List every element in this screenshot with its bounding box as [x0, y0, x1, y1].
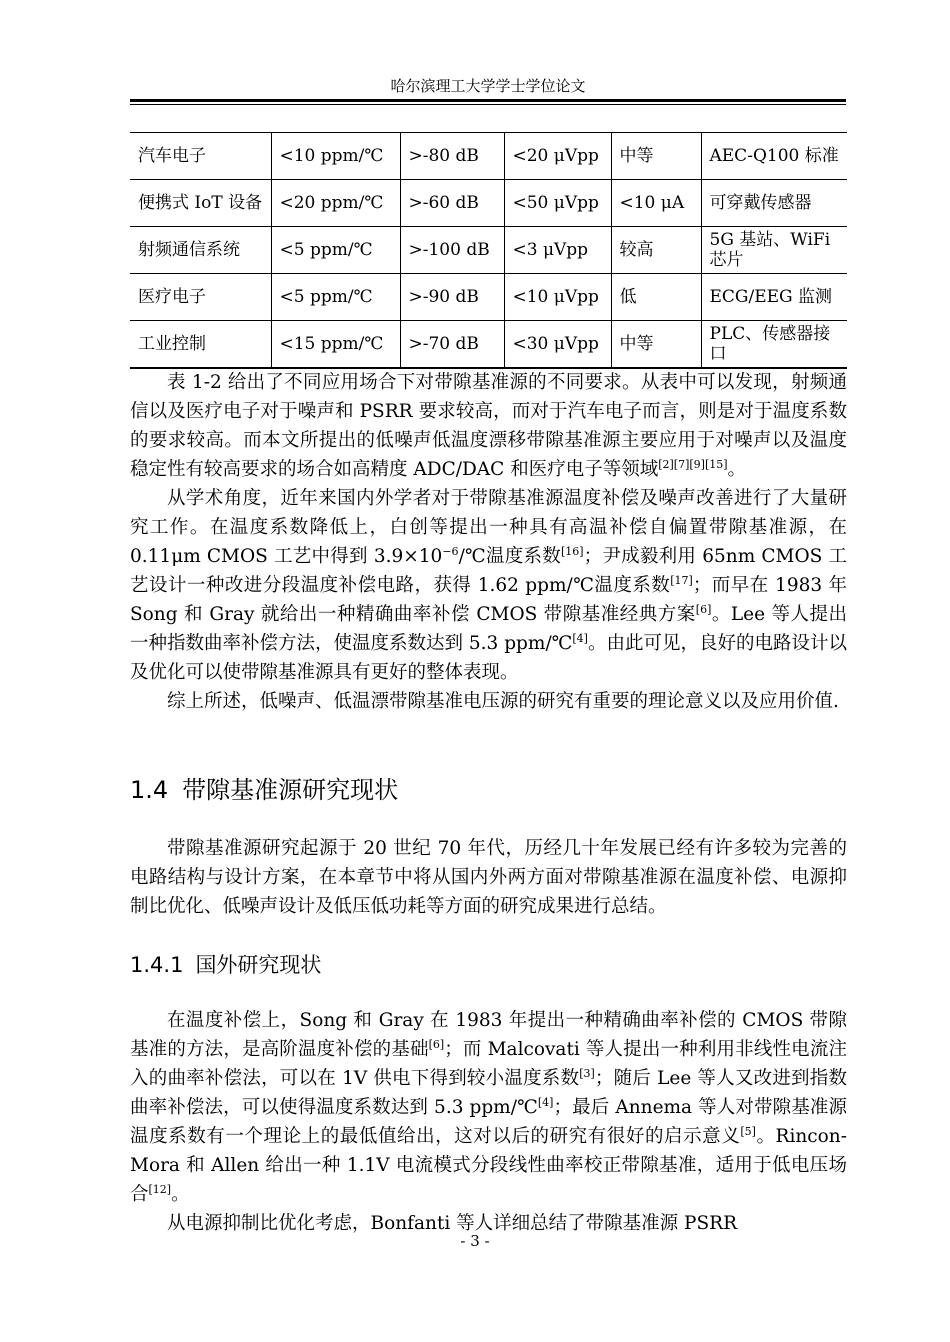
- citation: [17]: [670, 574, 693, 587]
- citation: [2][7][9][15]: [658, 458, 728, 471]
- paragraph-intro: 带隙基准源研究起源于 20 世纪 70 年代，历经几十年发展已经有许多较为完善的电路结构与设计方案，在本章节中将从国内外两方面对带隙基准源在温度补偿、电源抑制比优化、低噪声设计及低压低功耗等方面的研究成果进行总结。: [130, 838, 847, 917]
- table-cell: <20 ppm/℃: [271, 180, 400, 227]
- table-cell: >-70 dB: [400, 321, 504, 368]
- table-cell: 5G 基站、WiFi 芯片: [701, 227, 847, 274]
- table-cell: 较高: [611, 227, 701, 274]
- section-heading: [130, 774, 398, 806]
- body-block-1: [130, 368, 847, 716]
- table-cell: 中等: [611, 133, 701, 180]
- paragraph-text: 从学术角度，近年来国内外学者对于带隙基准源温度补偿及噪声改善进行了大量研究工作。在温度系数降低上，白创等提出一种具有高温补偿自偏置带隙基准源，在 0.11μm CMOS 工艺中得到 3.9×10: [130, 488, 847, 567]
- table-cell: <20 μVpp: [504, 133, 611, 180]
- citation: [5]: [740, 1125, 756, 1138]
- table-cell: AEC-Q100 标准: [701, 133, 847, 180]
- table-cell: PLC、传感器接口: [701, 321, 847, 368]
- table-cell: <10 ppm/℃: [271, 133, 400, 180]
- table-row: [130, 227, 847, 274]
- running-header: 哈尔滨理工大学学士学位论文: [390, 77, 586, 95]
- paragraph-temperature-comp: [130, 1006, 847, 1209]
- paragraph-text: ；随后 Lee 等人又改进到指数曲率补偿法，可以使得温度系数达到 5.3 ppm/℃: [130, 1068, 847, 1118]
- section-title: 带隙基准源研究现状: [182, 776, 399, 804]
- table-cell: >-60 dB: [400, 180, 504, 227]
- table-row: [130, 180, 847, 227]
- paragraph-text: ；最后 Annema 等人对带隙基准源温度系数有一个理论上的最低值给出，这对以后的研究有很好的启示意义: [130, 1097, 847, 1147]
- table-cell: 汽车电子: [130, 133, 271, 180]
- citation: [6]: [428, 1038, 445, 1051]
- table-cell: 低: [611, 274, 701, 321]
- table-cell: <10 μVpp: [504, 274, 611, 321]
- paragraph-text: 表 1-2 给出了不同应用场合下对带隙基准源的不同要求。从表中可以发现，射频通信以及医疗电子对于噪声和 PSRR 要求较高，而对于汽车电子而言，则是对于温度系数的要求较高。而本文所提出的低噪声低温度漂移带隙基准源主要应用于对噪声以及温度稳定性有较高要求的场合如高精度 ADC/DAC 和医疗电子等领域: [130, 372, 847, 480]
- paragraph-academic: [130, 484, 847, 687]
- table-cell: 医疗电子: [130, 274, 271, 321]
- paragraph-psrr: 从电源抑制比优化考虑，Bonfanti 等人详细总结了带隙基准源 PSRR: [167, 1213, 738, 1234]
- table-cell: <30 μVpp: [504, 321, 611, 368]
- header-rule-thick: [130, 99, 846, 102]
- header-rule-thin: [130, 104, 846, 105]
- page-number: - 3 -: [460, 1232, 490, 1250]
- subsection-number: 1.4.1: [130, 953, 184, 977]
- table-row: [130, 321, 847, 368]
- table-cell: ECG/EEG 监测: [701, 274, 847, 321]
- requirements-table: [130, 132, 847, 369]
- citation: [6]: [695, 603, 712, 616]
- citation: [16]: [561, 545, 584, 558]
- paragraph-text: ；而早在 1983 年 Song 和 Gray 就给出一种精确曲率补偿 CMOS 带隙基准经典方案: [130, 575, 847, 625]
- paragraph-text: 。: [171, 1184, 190, 1205]
- table-cell: >-100 dB: [400, 227, 504, 274]
- table-cell: >-80 dB: [400, 133, 504, 180]
- paragraph-text: 。由此可见，良好的电路设计以及优化可以使带隙基准源具有更好的整体表现。: [130, 633, 847, 683]
- body-block-2: [130, 834, 847, 921]
- paragraph-text: ；而 Malcovati 等人提出一种利用非线性电流注入的曲率补偿法，可以在 1V 供电下得到较小温度系数: [130, 1039, 847, 1089]
- citation: [4]: [572, 632, 588, 645]
- table-cell: 便携式 IoT 设备: [130, 180, 271, 227]
- paragraph-text: 。: [727, 459, 747, 480]
- table-row: [130, 274, 847, 321]
- subsection-title: 国外研究现状: [195, 953, 322, 977]
- table-cell: 工业控制: [130, 321, 271, 368]
- paragraph-text: 在温度补偿上，Song 和 Gray 在 1983 年提出一种精确曲率补偿的 CMOS 带隙基准的方法，是高阶温度补偿的基础: [130, 1010, 847, 1060]
- table-cell: <3 μVpp: [504, 227, 611, 274]
- body-block-3: [130, 1006, 847, 1238]
- paragraph-text: /℃温度系数: [458, 546, 562, 567]
- table-row: [130, 133, 847, 180]
- citation: [12]: [148, 1183, 172, 1196]
- table-cell: <5 ppm/℃: [271, 227, 400, 274]
- citation: [3]: [579, 1067, 595, 1080]
- citation: [4]: [537, 1096, 554, 1109]
- exponent: −6: [442, 545, 459, 558]
- table-cell: <10 μA: [611, 180, 701, 227]
- paragraph-text: 。Lee 等人提出一种指数曲率补偿方法，使温度系数达到 5.3 ppm/℃: [130, 604, 847, 654]
- table-cell: 中等: [611, 321, 701, 368]
- paragraph-summary: 综上所述，低噪声、低温漂带隙基准电压源的研究有重要的理论意义以及应用价值.: [167, 691, 839, 712]
- paragraph-text: 。Rincon-Mora 和 Allen 给出一种 1.1V 电流模式分段线性曲率校正带隙基准，适用于低电压场合: [130, 1126, 847, 1205]
- table-cell: <15 ppm/℃: [271, 321, 400, 368]
- table-cell: <50 μVpp: [504, 180, 611, 227]
- table-cell: 可穿戴传感器: [701, 180, 847, 227]
- table-cell: 射频通信系统: [130, 227, 271, 274]
- table-cell: >-90 dB: [400, 274, 504, 321]
- table-cell: <5 ppm/℃: [271, 274, 400, 321]
- paragraph-table-discussion: [130, 368, 847, 484]
- section-number: 1.4: [130, 776, 169, 804]
- paragraph-text: ；尹成毅利用 65nm CMOS 工艺设计一种改进分段温度补偿电路，获得 1.62 ppm/℃温度系数: [130, 546, 847, 596]
- subsection-heading: [130, 951, 321, 979]
